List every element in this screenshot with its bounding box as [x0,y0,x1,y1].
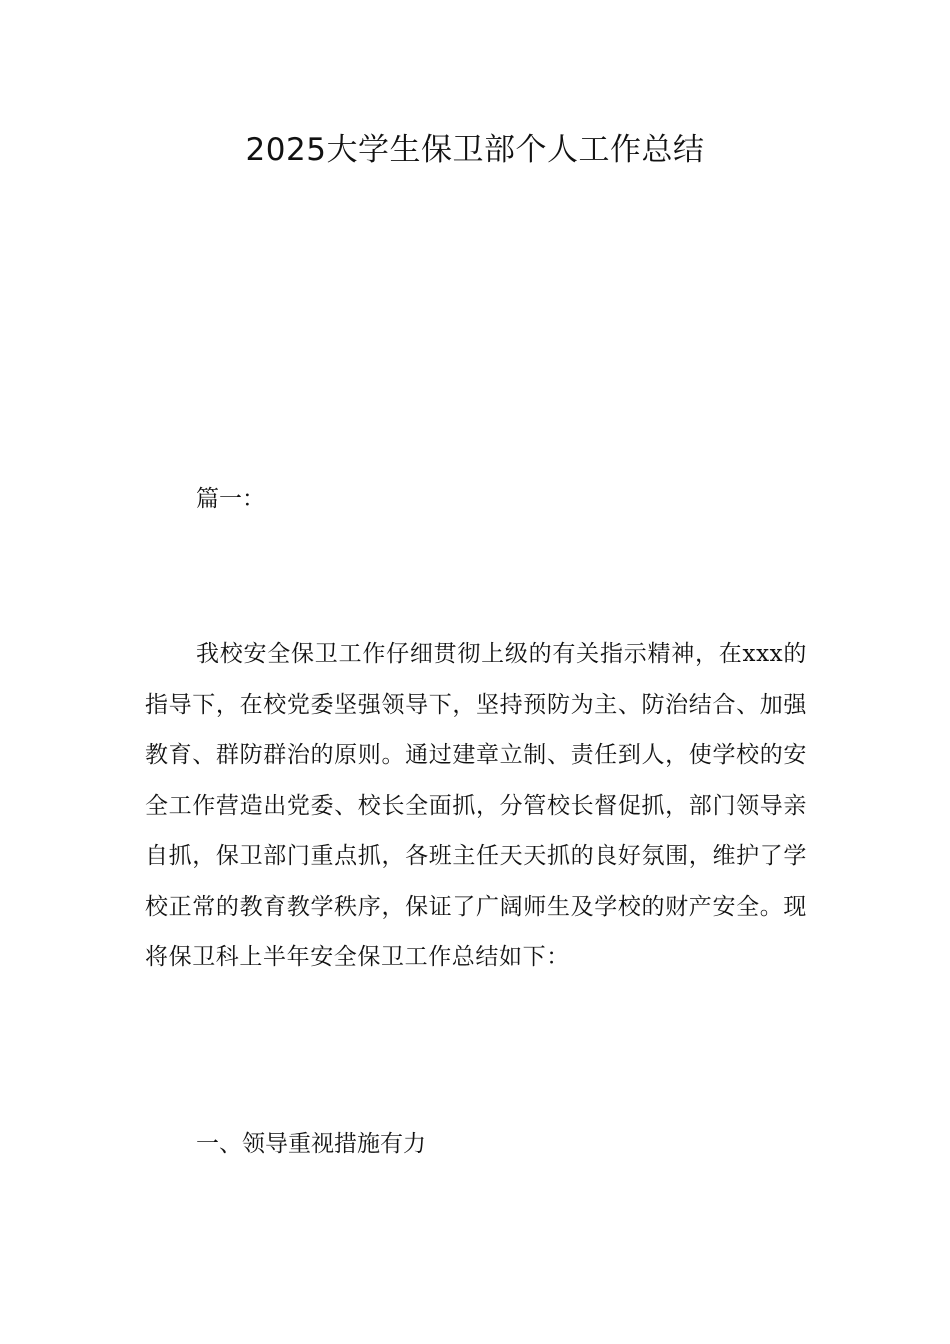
document-title: 2025大学生保卫部个人工作总结 [245,132,705,168]
intro-paragraph: 我校安全保卫工作仔细贯彻上级的有关指示精神，在xxx的指导下，在校党委坚强领导下，坚持预防为主、防治结合、加强教育、群防群治的原则。通过建章立制、责任到人，使学校的安全工作营造出党委、校长全面抓，分管校长督促抓，部门领导亲自抓，保卫部门重点抓，各班主任天天抓的良好氛围，维护了学校正常的教育教学秩序，保证了广阔师生及学校的财产安全。现将保卫科上半年安全保卫工作总结如下： [145,641,807,970]
section-heading-1: 一、领导重视措施有力 [196,1131,426,1157]
section-label: 篇一： [196,486,265,512]
